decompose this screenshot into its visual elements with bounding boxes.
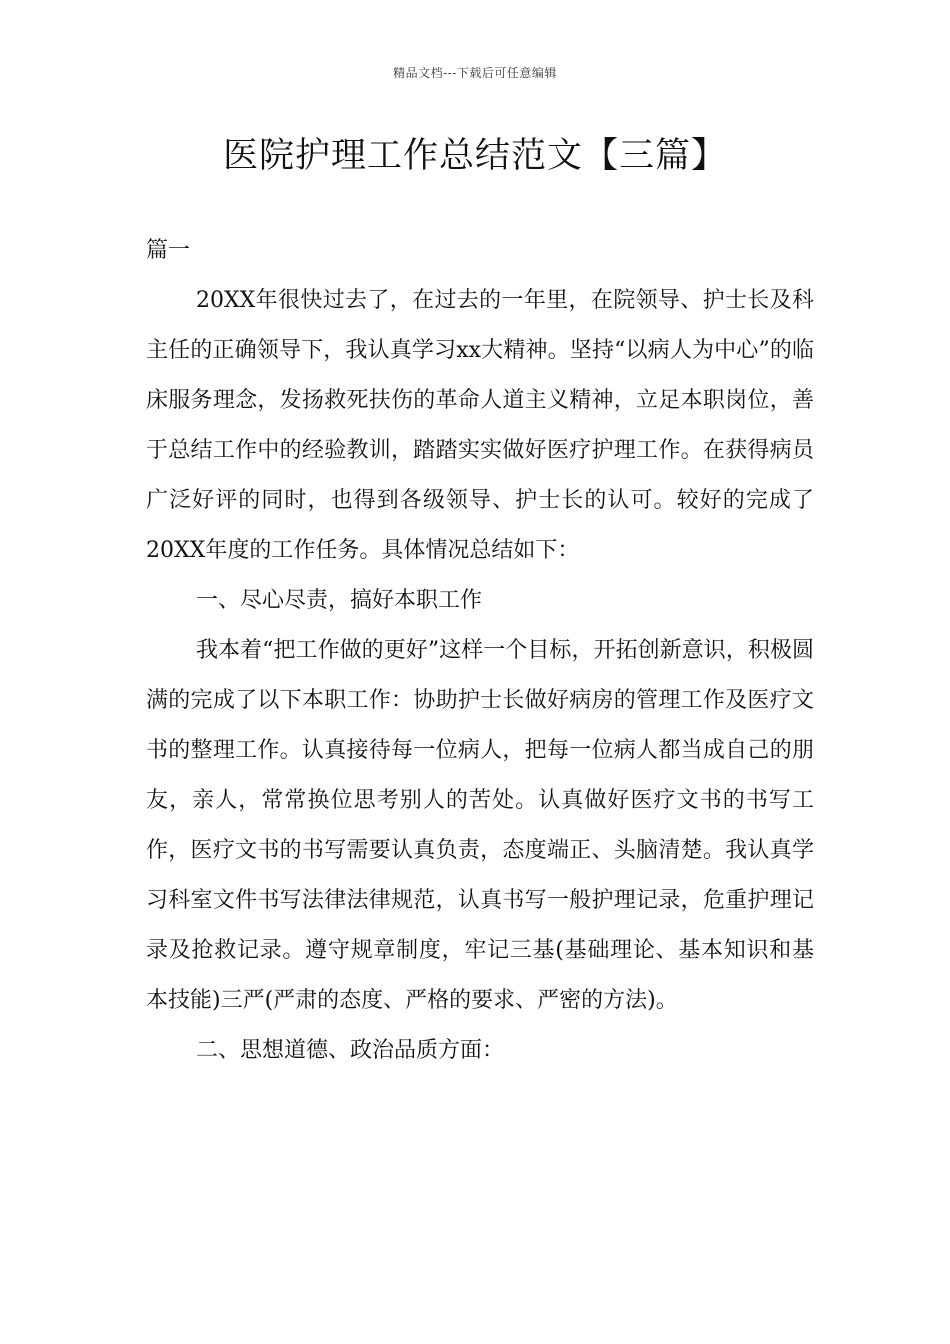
- heading-morality: 二、思想道德、政治品质方面：: [196, 1038, 505, 1063]
- paragraph-intro: 20XX年很快过去了，在过去的一年里，在院领导、护士长及科主任的正确领导下，我认真学习xx大精神。坚持“以病人为中心”的临床服务理念，发扬救死扶伤的革命人道主义精神，立足本职岗位，善于总结工作中的经验教训，踏踏实实做好医疗护理工作。在获得病员广泛好评的同时，也得到各级领导、护士长的认可。较好的完成了20XX年度的工作任务。具体情况总结如下：: [146, 288, 814, 563]
- heading-duties: 一、尽心尽责，搞好本职工作: [196, 588, 483, 613]
- document-body: [146, 226, 814, 1076]
- paragraph-duties: 我本着“把工作做的更好”这样一个目标，开拓创新意识，积极圆满的完成了以下本职工作：协助护士长做好病房的管理工作及医疗文书的整理工作。认真接待每一位病人，把每一位病人都当成自己的朋友，亲人，常常换位思考别人的苦处。认真做好医疗文书的书写工作，医疗文书的书写需要认真负责，态度端正、头脑清楚。我认真学习科室文件书写法律法律规范，认真书写一般护理记录，危重护理记录及抢救记录。遵守规章制度，牢记三基(基础理论、基本知识和基本技能)三严(严肃的态度、严格的要求、严密的方法)。: [146, 638, 814, 1013]
- section-label: 篇一: [146, 238, 191, 263]
- header-note: 精品文档---下载后可任意编辑: [393, 66, 557, 80]
- document-title: 医院护理工作总结范文【三篇】: [222, 136, 727, 176]
